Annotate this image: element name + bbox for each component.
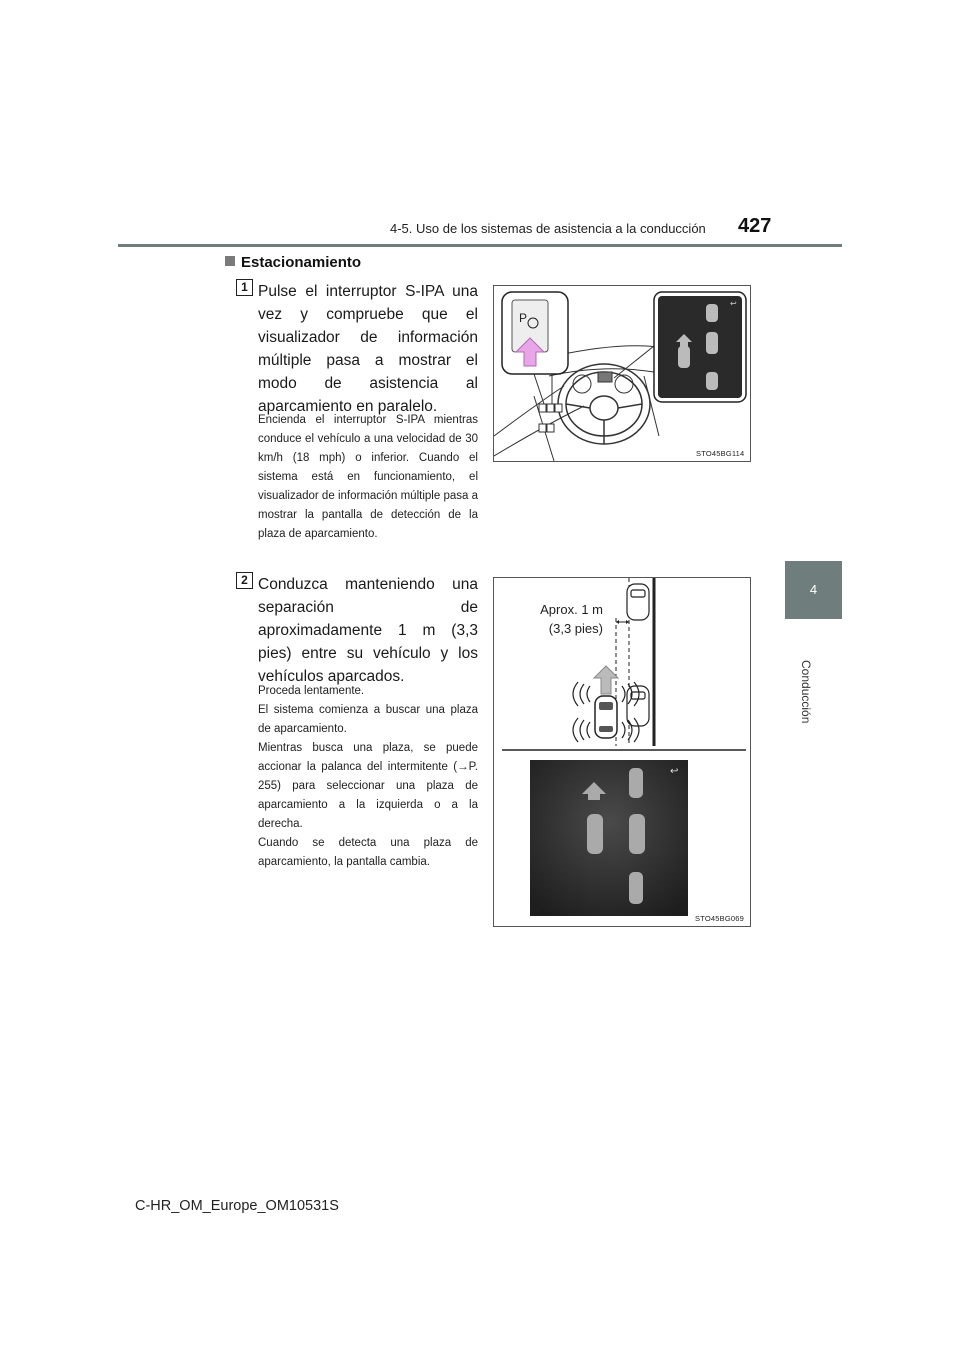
dashboard-illustration: [494, 286, 750, 461]
step-1-note: Encienda el interruptor S-IPA mientras conduce el vehículo a una velocidad de 30 km/h (18 mph) o inferior. Cuando el sistema está en funcionamiento, el visualizador de información múltiple pasa a mostrar la pantalla de detección de la plaza de aparcamiento.: [258, 414, 478, 540]
section-heading: [225, 254, 361, 271]
step-2-note: Proceda lentamente.: [258, 685, 365, 697]
step-1-main-text: Pulse el interruptor S-IPA una vez y compruebe que el visualizador de información múltiple pasa a mostrar el modo de asistencia al aparcamiento en paralelo.: [258, 283, 478, 415]
page-number: 427: [738, 215, 772, 237]
distance-label-line2: (3,3 pies): [548, 621, 603, 636]
manual-code: C-HR_OM_Europe_OM10531S: [135, 1198, 339, 1214]
svg-text:↩: ↩: [730, 299, 737, 308]
heading-square-icon: [225, 256, 235, 266]
step-2-badge: 2: [236, 572, 253, 589]
figure-1-code: STO45BG114: [696, 449, 745, 458]
step-2-note: El sistema comienza a buscar una plaza de aparcamiento.: [258, 704, 478, 735]
multi-info-display: [530, 760, 688, 916]
step-2-notes: [258, 682, 478, 872]
distance-label: [538, 600, 603, 638]
chapter-tab: 4: [785, 561, 842, 619]
multi-info-display: [658, 296, 742, 398]
parked-cars: [627, 584, 649, 726]
chapter-tab-label: Conducción: [799, 660, 813, 724]
own-vehicle: [595, 696, 617, 738]
figure-s-ipa-switch: [493, 285, 751, 462]
chapter-title: 4-5. Uso de los sistemas de asistencia a la conducción: [390, 221, 706, 236]
step-2-note: Cuando se detecta una plaza de aparcamiento, la pantalla cambia.: [258, 837, 478, 868]
svg-text:P: P: [519, 311, 528, 325]
header-rule: [118, 244, 842, 247]
step-1-badge: 1: [236, 279, 253, 296]
figure-parking-search: [493, 577, 751, 927]
switch-cluster: [539, 404, 562, 432]
distance-label-line1: Aprox. 1 m: [540, 602, 603, 617]
step-2-note: Mientras busca una plaza, se puede accionar la palanca del intermitente (→P. 255) para seleccionar una plaza de aparcamiento a la izquierda o a la derecha.: [258, 742, 478, 830]
figure-2-code: STO45BG069: [695, 914, 744, 923]
svg-text:↩: ↩: [670, 766, 679, 777]
step-2-main-text: Conduzca manteniendo una separación de aproximadamente 1 m (3,3 pies) entre su vehículo y los vehículos aparcados.: [258, 576, 478, 685]
parking-search-illustration: [494, 578, 750, 926]
step-1-notes: [258, 411, 478, 544]
section-heading-text: Estacionamiento: [241, 254, 362, 271]
direction-arrow-icon: [594, 666, 618, 694]
